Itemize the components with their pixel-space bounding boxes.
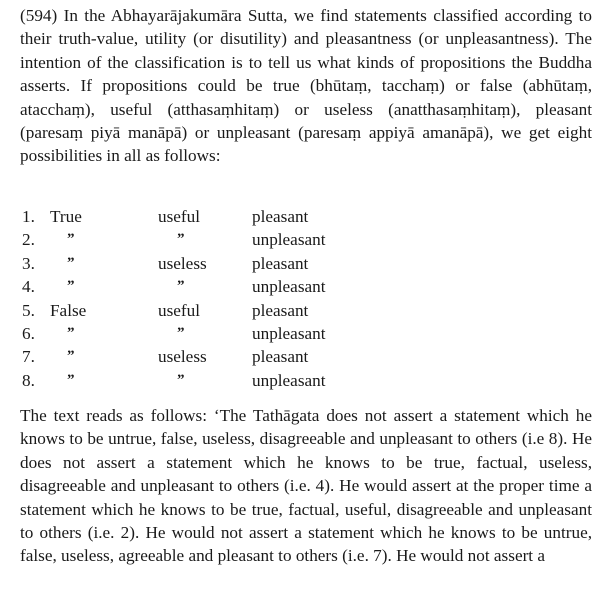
utility-value: useful [158,300,201,320]
row-number: 8. [22,370,35,390]
pleasantness-value: unpleasant [252,323,326,343]
utility-value: ” [177,324,185,341]
truth-value: ” [67,348,75,365]
truth-value: False [50,300,87,320]
row-number: 3. [22,253,35,273]
utility-value: useless [158,347,207,367]
truth-value: ” [67,254,75,271]
truth-value: ” [67,231,75,248]
pleasantness-value: unpleasant [252,370,326,390]
utility-value: ” [177,371,185,388]
row-number: 1. [22,207,35,226]
row-number: 4. [22,277,35,297]
table-row [20,228,440,251]
table-row [20,322,440,345]
table-row [20,369,440,392]
table-row [20,205,440,228]
truth-value: ” [67,324,75,341]
truth-value: ” [67,371,75,388]
utility-value: useless [158,253,207,273]
truth-value: True [50,207,82,226]
quotation-paragraph: The text reads as follows: ‘The Tathāgata does not assert a statement which he knows to be untrue, false, useless, disagreeable and unpleasant to others (i.e 8). He does not assert a statement which he knows to be true, factual, useless, disagreeable and unpleasant to others (i.e. 4). He would assert at the proper time a statement which he knows to be true, factual, useful, disagreeable and unpleasant to others (i.e. 2). He would not assert a statement which he knows to be untrue, false, useless, agreeable and pleasant to others (i.e. 7). He would not assert a [20,406,592,566]
possibilities-table [20,205,440,392]
pleasantness-value: pleasant [252,253,309,273]
pleasantness-value: pleasant [252,300,309,320]
pleasantness-value: unpleasant [252,277,326,297]
table-row [20,299,440,322]
utility-value: ” [177,231,185,248]
pleasantness-value: pleasant [252,207,309,226]
intro-paragraph: (594) In the Abhayarājakumāra Sutta, we find statements classified according to their truth-value, utility (or disutility) and pleasantness (or unpleasantness). The intention of the classification is to tell us what kinds of propositions the Buddha asserts. If propositions could be true (bhūtaṃ, tacchaṃ) or false (abhūtaṃ, atacchaṃ), useful (atthasaṃhitaṃ) or useless (anatthasaṃhitaṃ), pleasant (paresaṃ piyā manāpā) or unpleasant (paresaṃ appiyā amanāpā), we get eight possibilities in all as follows: [20,6,592,166]
row-number: 6. [22,323,35,343]
utility-value: ” [177,278,185,295]
pleasantness-value: pleasant [252,347,309,367]
row-number: 7. [22,347,35,367]
row-number: 5. [22,300,35,320]
table-row [20,345,440,368]
table-row [20,252,440,275]
utility-value: useful [158,207,201,226]
truth-value: ” [67,278,75,295]
pleasantness-value: unpleasant [252,230,326,250]
row-number: 2. [22,230,35,250]
table-row [20,275,440,298]
